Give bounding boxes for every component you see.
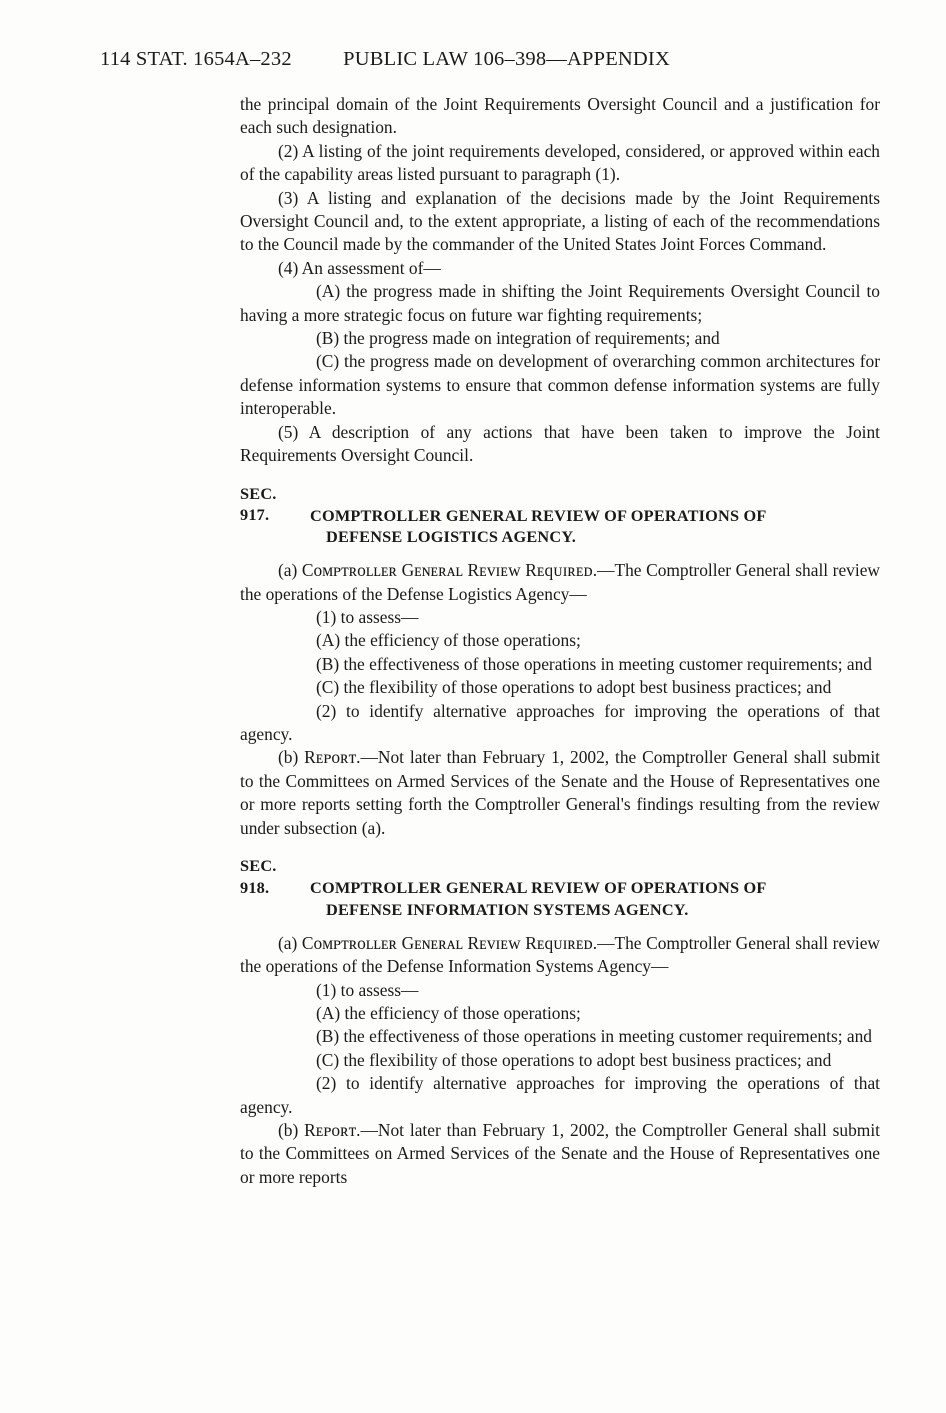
section-number: SEC. 917. xyxy=(240,483,277,525)
paragraph: (A) the efficiency of those operations; xyxy=(316,1003,581,1024)
paragraph: (a) Cᴏᴍᴘᴛʀᴏʟʟᴇʀ Gᴇɴᴇʀᴀʟ Rᴇᴠɪᴇᴡ Rᴇqᴜɪʀᴇᴅ.—The Comptroller General shall review the operations of the Defense Logistics Agency— xyxy=(240,560,880,604)
paragraph: (A) the efficiency of those operations; xyxy=(316,630,581,651)
paragraph: (C) the flexibility of those operations to adopt best business practices; and xyxy=(316,677,832,698)
document-body xyxy=(240,93,880,1189)
section-heading-918 xyxy=(240,855,880,921)
paragraph: the principal domain of the Joint Requirements Oversight Council and a justification for each such designation. xyxy=(240,94,880,138)
paragraph: (C) the progress made on development of overarching common architectures for defense information systems to ensure that common defense information systems are fully interoperable. xyxy=(240,351,880,419)
section-title-line2: DEFENSE LOGISTICS AGENCY. xyxy=(326,527,577,547)
paragraph: (C) the flexibility of those operations to adopt best business practices; and xyxy=(316,1049,832,1070)
paragraph: (5) A description of any actions that have been taken to improve the Joint Requirements Oversight Council. xyxy=(240,421,880,466)
paragraph: (A) the progress made in shifting the Joint Requirements Oversight Council to having a more strategic focus on future war fighting requirements; xyxy=(240,281,880,325)
section-heading-917 xyxy=(240,483,880,549)
paragraph: (2) A listing of the joint requirements developed, considered, or approved within each of the capability areas listed pursuant to paragraph (1). xyxy=(240,140,880,185)
paragraph: (B) the effectiveness of those operations in meeting customer requirements; and xyxy=(316,1026,873,1047)
paragraph: (2) to identify alternative approaches for improving the operations of that agency. xyxy=(240,1073,880,1117)
paragraph: (B) the progress made on integration of requirements; and xyxy=(316,328,720,349)
section-number: SEC. 918. xyxy=(240,856,277,897)
section-title-line1: COMPTROLLER GENERAL REVIEW OF OPERATIONS OF xyxy=(310,505,767,525)
paragraph: (B) the effectiveness of those operations in meeting customer requirements; and xyxy=(316,653,873,674)
section-title-line1: COMPTROLLER GENERAL REVIEW OF OPERATIONS OF xyxy=(310,878,767,897)
paragraph: (a) Cᴏᴍᴘᴛʀᴏʟʟᴇʀ Gᴇɴᴇʀᴀʟ Rᴇᴠɪᴇᴡ Rᴇqᴜɪʀᴇᴅ.—The Comptroller General shall review the operations of the Defense Information Systems Agency— xyxy=(240,932,880,977)
paragraph: (1) to assess— xyxy=(316,607,419,628)
public-law-title: PUBLIC LAW 106–398—APPENDIX xyxy=(343,48,670,70)
page-header xyxy=(100,48,860,71)
paragraph: (1) to assess— xyxy=(316,979,419,1000)
paragraph: (2) to identify alternative approaches for improving the operations of that agency. xyxy=(240,700,880,745)
paragraph: (b) Rᴇᴘᴏʀᴛ.—Not later than February 1, 2002, the Comptroller General shall submit to the Committees on Armed Services of the Senate and the House of Representatives one or more reports xyxy=(240,1120,880,1187)
statute-citation: 114 STAT. 1654A–232 xyxy=(100,48,292,70)
paragraph: (b) Rᴇᴘᴏʀᴛ.—Not later than February 1, 2002, the Comptroller General shall submit to the Committees on Armed Services of the Senate and the House of Representatives one or more reports setting forth the Comptroller General's findings resulting from the review under subsection (a). xyxy=(240,747,880,838)
paragraph: (3) A listing and explanation of the decisions made by the Joint Requirements Oversight Council and, to the extent appropriate, a listing of each of the recommendations to the Council made by the commander of the United States Joint Forces Command. xyxy=(240,187,880,255)
paragraph: (4) An assessment of— xyxy=(278,257,441,278)
section-title-line2: DEFENSE INFORMATION SYSTEMS AGENCY. xyxy=(326,899,689,919)
